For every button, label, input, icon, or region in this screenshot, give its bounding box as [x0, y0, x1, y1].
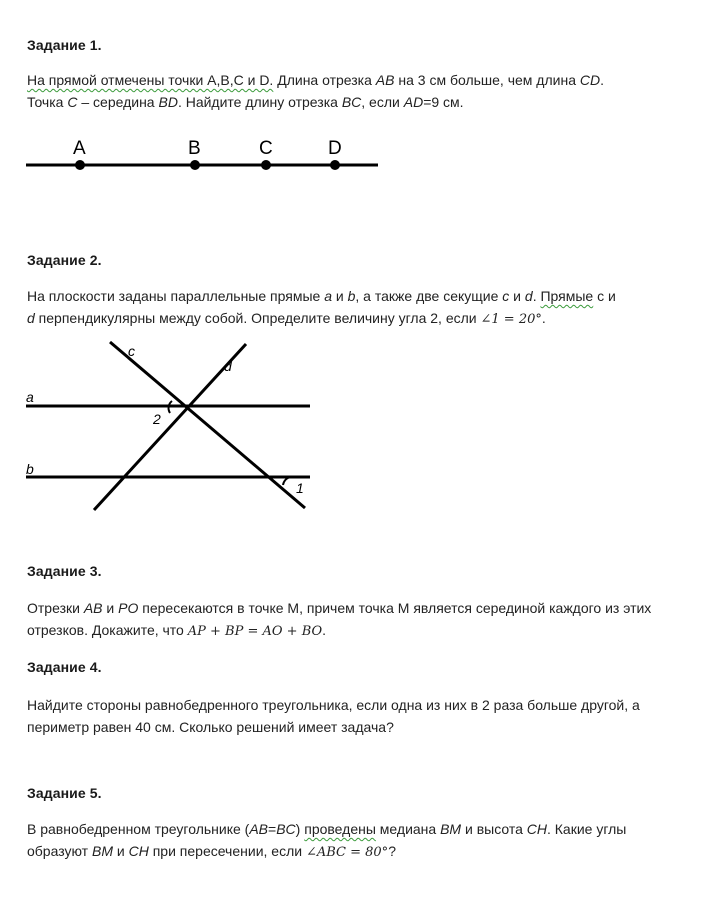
text-run: ? [388, 843, 396, 859]
label-d: d [224, 358, 232, 374]
median-bm: BM [91, 843, 113, 859]
text-run: Отрезки [27, 600, 84, 616]
label-d: D [328, 138, 342, 159]
label-b: B [188, 138, 201, 159]
text-run: и [112, 843, 129, 859]
height-ch: CH [526, 821, 547, 837]
point-b-dot [190, 160, 200, 170]
segment-po: PO [118, 600, 139, 616]
task5-text [27, 818, 687, 864]
text-run: Точка [27, 94, 68, 110]
side-ab: AB [249, 821, 269, 837]
segment-cd: CD [579, 72, 601, 88]
task2-text [27, 285, 697, 331]
line-c [110, 342, 305, 508]
task4-title: Задание 4. [27, 659, 102, 675]
text-run: , а также две секущие [355, 288, 503, 304]
task3-title: Задание 3. [27, 563, 102, 579]
point-a-dot [75, 160, 85, 170]
line-d-ref: d [524, 288, 533, 304]
text-run: На плоскости заданы параллельные прямые [27, 288, 325, 304]
task5-drawn-word: проведены [304, 821, 376, 837]
text-run: и [509, 288, 525, 304]
label-a: a [26, 389, 34, 405]
text-run: В равнобедренном треугольнике ( [27, 821, 250, 837]
median-bm: BM [440, 821, 462, 837]
text-run: =9 см. [423, 94, 464, 110]
segment-bd: BD [158, 94, 178, 110]
text-run: и [332, 288, 348, 304]
text-run: = [268, 821, 277, 837]
label-c: C [259, 138, 273, 159]
point-c: C [67, 94, 78, 110]
label-angle-2: 2 [153, 411, 161, 427]
text-run: на 3 см больше, чем длина [394, 72, 580, 88]
task2-title: Задание 2. [27, 252, 102, 268]
text-run: и высота [461, 821, 527, 837]
point-d-dot [330, 160, 340, 170]
line-d-ref: d [27, 310, 35, 326]
text-run: и [102, 600, 119, 616]
text-run: Длина отрезка [273, 72, 376, 88]
text-run: . Какие углы образуют [27, 821, 627, 859]
task2-lines-word: Прямые [540, 288, 594, 304]
task1-points-phrase: На прямой отмечены точки A,B,C и D. [27, 72, 274, 88]
text-run: . [532, 288, 541, 304]
task1-title: Задание 1. [27, 37, 102, 53]
task1-text [27, 69, 697, 113]
segment-ad: AD [403, 94, 424, 110]
task2-parallel-lines-figure [0, 335, 330, 520]
segment-ab: AB [83, 600, 103, 616]
text-run: . [541, 310, 546, 326]
text-run: пересекаются в точке М, причем точка М является серединой каждого из этих отрезков. Докажите, что [27, 600, 652, 638]
label-b: b [26, 461, 34, 477]
line-a-ref: a [324, 288, 332, 304]
text-run: . Найдите длину отрезка [177, 94, 342, 110]
side-bc: BC [276, 821, 296, 837]
task3-text [27, 597, 697, 643]
segment-bc: BC [341, 94, 362, 110]
text-run: c и [593, 288, 616, 304]
text-run: , если [361, 94, 404, 110]
line-c-ref: c [502, 288, 510, 304]
text-run: медиана [375, 821, 441, 837]
angle-abc-formula: ∠ABC = 80° [305, 845, 389, 860]
task4-text: Найдите стороны равнобедренного треугольника, если одна из них в 2 раза больше другой, а периметр равен 40 см. Сколько решений имеет задача? [27, 697, 640, 735]
label-c: c [128, 343, 135, 359]
text-run: перпендикулярны между собой. Определите величину угла 2, если [34, 310, 481, 326]
line-b-ref: b [347, 288, 356, 304]
point-c-dot [261, 160, 271, 170]
segment-ab: AB [375, 72, 395, 88]
task5-title: Задание 5. [27, 785, 102, 801]
label-a: A [73, 138, 86, 159]
text-run: при пересечении, если [148, 843, 306, 859]
task3-formula: AP + BP = AO + BO [187, 624, 323, 639]
label-angle-1: 1 [296, 480, 304, 496]
text-run: – середина [77, 94, 159, 110]
task1-line-figure [0, 130, 400, 190]
text-run: . [322, 622, 327, 638]
angle1-formula: ∠1 = 20° [480, 312, 542, 327]
text-run: . [600, 72, 604, 88]
text-run: ) [295, 821, 305, 837]
height-ch: CH [128, 843, 149, 859]
